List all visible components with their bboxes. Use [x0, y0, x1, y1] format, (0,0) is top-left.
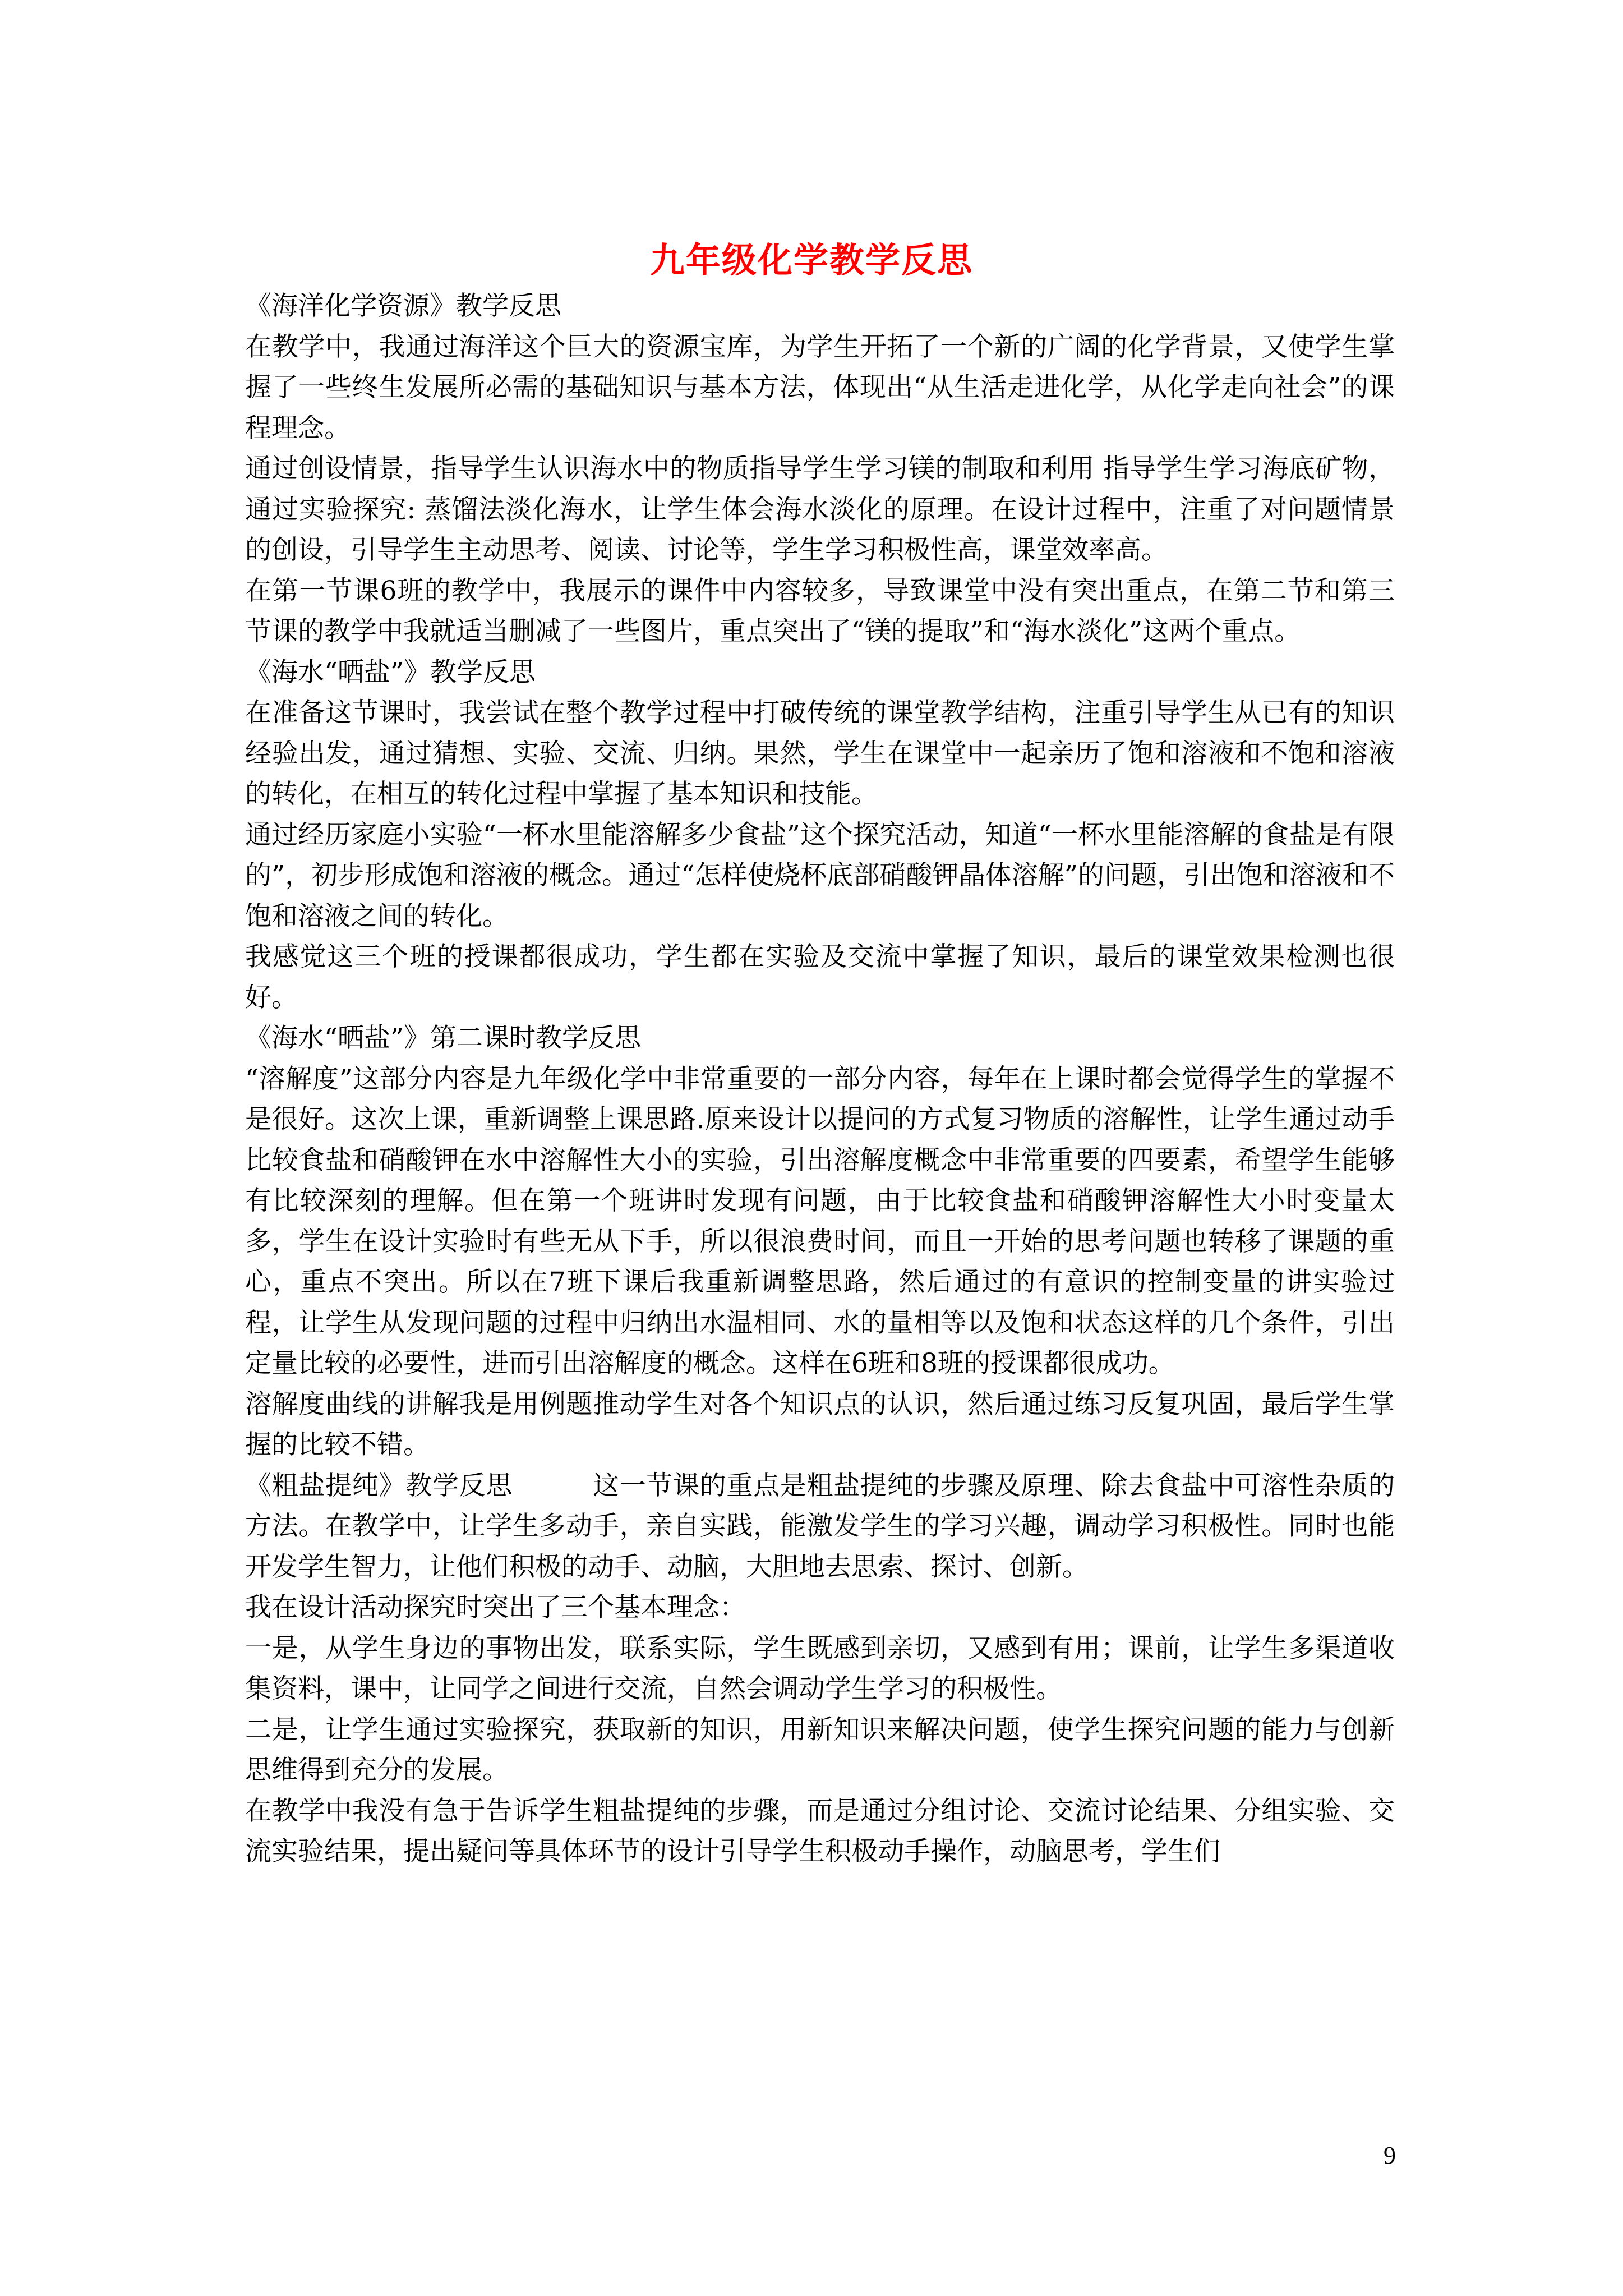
- paragraph: 在教学中我没有急于告诉学生粗盐提纯的步骤，而是通过分组讨论、交流讨论结果、分组实验、交流实验结果，提出疑问等具体环节的设计引导学生积极动手操作，动脑思考，学生们: [245, 1795, 1395, 1867]
- document-title: 九年级化学教学反思: [649, 239, 973, 280]
- paragraph: “溶解度”这部分内容是九年级化学中非常重要的一部分内容，每年在上课时都会觉得学生的掌握不是很好。这次上课，重新调整上课思路.原来设计以提问的方式复习物质的溶解性，让学生通过动手比较食盐和硝酸钾在水中溶解性大小的实验，引出溶解度概念中非常重要的四要素，希望学生能够有比较深刻的理解。但在第一个班讲时发现有问题，由于比较食盐和硝酸钾溶解性大小时变量太多，学生在设计实验时有些无从下手，所以很浪费时间，而且一开始的思考问题也转移了课题的重心，重点不突出。所以在7班下课后我重新调整思路，然后通过的有意识的控制变量的讲实验过程，让学生从发现问题的过程中归纳出水温相同、水的量相等以及饱和状态这样的几个条件，引出定量比较的必要性，进而引出溶解度的概念。这样在6班和8班的授课都很成功。: [245, 1063, 1395, 1379]
- paragraph: 二是，让学生通过实验探究，获取新的知识，用新知识来解决问题，使学生探究问题的能力与创新思维得到充分的发展。: [245, 1714, 1395, 1786]
- paragraph: 溶解度曲线的讲解我是用例题推动学生对各个知识点的认识，然后通过练习反复巩固，最后学生掌握的比较不错。: [245, 1388, 1395, 1460]
- paragraph: 在第一节课6班的教学中，我展示的课件中内容较多，导致课堂中没有突出重点，在第二节和第三节课的教学中我就适当删减了一些图片，重点突出了“镁的提取”和“海水淡化”这两个重点。: [245, 575, 1395, 647]
- paragraph: 《海洋化学资源》教学反思: [245, 291, 561, 321]
- page-number: 9: [1384, 2142, 1396, 2169]
- paragraph: 《粗盐提纯》教学反思 这一节课的重点是粗盐提纯的步骤及原理、除去食盐中可溶性杂质的方法。在教学中，让学生多动手，亲自实践，能激发学生的学习兴趣，调动学习积极性。同时也能开发学生智力，让他们积极的动手、动脑，大胆地去思索、探讨、创新。: [245, 1470, 1395, 1582]
- document-body: [245, 286, 1395, 1872]
- paragraph: 通过经历家庭小实验“一杯水里能溶解多少食盐”这个探究活动，知道“一杯水里能溶解的食盐是有限的”，初步形成饱和溶液的概念。通过“怎样使烧杯底部硝酸钾晶体溶解”的问题，引出饱和溶液和不饱和溶液之间的转化。: [245, 819, 1395, 932]
- paragraph: 一是，从学生身边的事物出发，联系实际，学生既感到亲切，又感到有用；课前，让学生多渠道收集资料，课中，让同学之间进行交流，自然会调动学生学习的积极性。: [245, 1632, 1395, 1704]
- paragraph: 我感觉这三个班的授课都很成功，学生都在实验及交流中掌握了知识，最后的课堂效果检测也很好。: [245, 941, 1395, 1013]
- paragraph: 在准备这节课时，我尝试在整个教学过程中打破传统的课堂教学结构，注重引导学生从已有的知识经验出发，通过猜想、实验、交流、归纳。果然，学生在课堂中一起亲历了饱和溶液和不饱和溶液的转化，在相互的转化过程中掌握了基本知识和技能。: [245, 697, 1395, 809]
- paragraph: 《海水“晒盐”》第二课时教学反思: [245, 1023, 642, 1053]
- paragraph: 通过创设情景，指导学生认识海水中的物质指导学生学习镁的制取和利用 指导学生学习海底矿物，通过实验探究: 蒸馏法淡化海水，让学生体会海水淡化的原理。在设计过程中，注重了对问题情景的创设，引导学生主动思考、阅读、讨论等，学生学习积极性高，课堂效率高。: [245, 453, 1395, 565]
- paragraph: 我在设计活动探究时突出了三个基本理念：: [245, 1592, 746, 1623]
- paragraph: 《海水“晒盐”》教学反思: [245, 656, 536, 688]
- paragraph: 在教学中，我通过海洋这个巨大的资源宝库，为学生开拓了一个新的广阔的化学背景，又使学生掌握了一些终生发展所必需的基础知识与基本方法，体现出“从生活走进化学，从化学走向社会”的课程理念。: [245, 331, 1395, 444]
